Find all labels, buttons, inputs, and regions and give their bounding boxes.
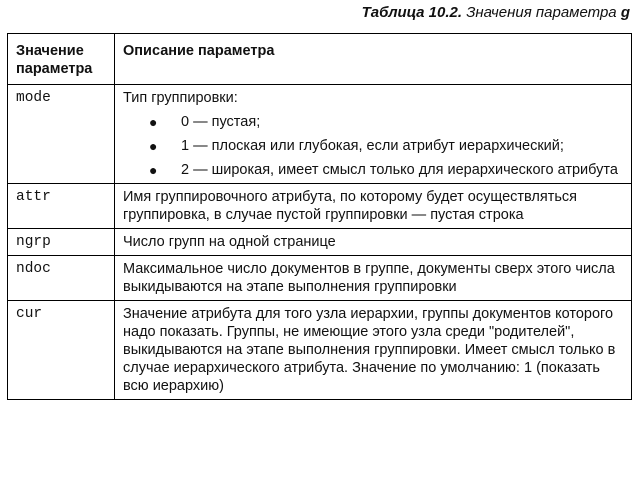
table-row-mode — [8, 85, 632, 184]
table-caption — [362, 4, 630, 21]
table-row-cur — [8, 301, 632, 400]
grouping-type-list — [123, 113, 623, 179]
bullet-icon: ● — [149, 114, 158, 130]
bullet-icon: ● — [149, 162, 158, 178]
param-name: ngrp — [8, 229, 115, 256]
table-caption-number: Таблица 10.2. — [361, 4, 463, 21]
param-description: Число групп на одной странице — [115, 229, 632, 256]
table-row-attr — [8, 184, 632, 229]
param-description — [115, 85, 632, 184]
parameters-table — [7, 33, 632, 400]
table-row-ndoc — [8, 256, 632, 301]
header-param-value: Значение параметра — [8, 34, 115, 85]
param-description: Значение атрибута для того узла иерархии, группы документов которого надо показать. Группы, не имеющие этого узла среди "родителей", выкидываются на этапе выполнения группировки. Имеет смысл только в случае иерархического атрибута. Значение по умолчанию: 1 (показать всю иерархию) — [115, 301, 632, 400]
param-description-intro: Тип группировки: — [123, 90, 238, 106]
param-name: ndoc — [8, 256, 115, 301]
list-item-text: 1 — плоская или глубокая, если атрибут иерархический; — [181, 138, 564, 154]
table-header-row — [8, 34, 632, 85]
table-row-ngrp — [8, 229, 632, 256]
param-name: attr — [8, 184, 115, 229]
list-item-text: 0 — пустая; — [181, 114, 261, 130]
list-item-text: 2 — широкая, имеет смысл только для иерархического атрибута — [181, 162, 618, 178]
param-description: Имя группировочного атрибута, по которому будет осуществляться группировка, в случае пустой группировки — пустая строка — [115, 184, 632, 229]
header-param-description: Описание параметра — [115, 34, 632, 85]
bullet-icon: ● — [149, 138, 158, 154]
table-caption-param: g — [620, 4, 630, 21]
table-caption-text: Значения параметра — [466, 4, 617, 21]
param-description: Максимальное число документов в группе, документы сверх этого числа выкидываются на этапе выполнения группировки — [115, 256, 632, 301]
list-item — [123, 113, 623, 131]
param-name: mode — [8, 85, 115, 184]
param-name: cur — [8, 301, 115, 400]
list-item — [123, 161, 623, 179]
list-item — [123, 137, 623, 155]
